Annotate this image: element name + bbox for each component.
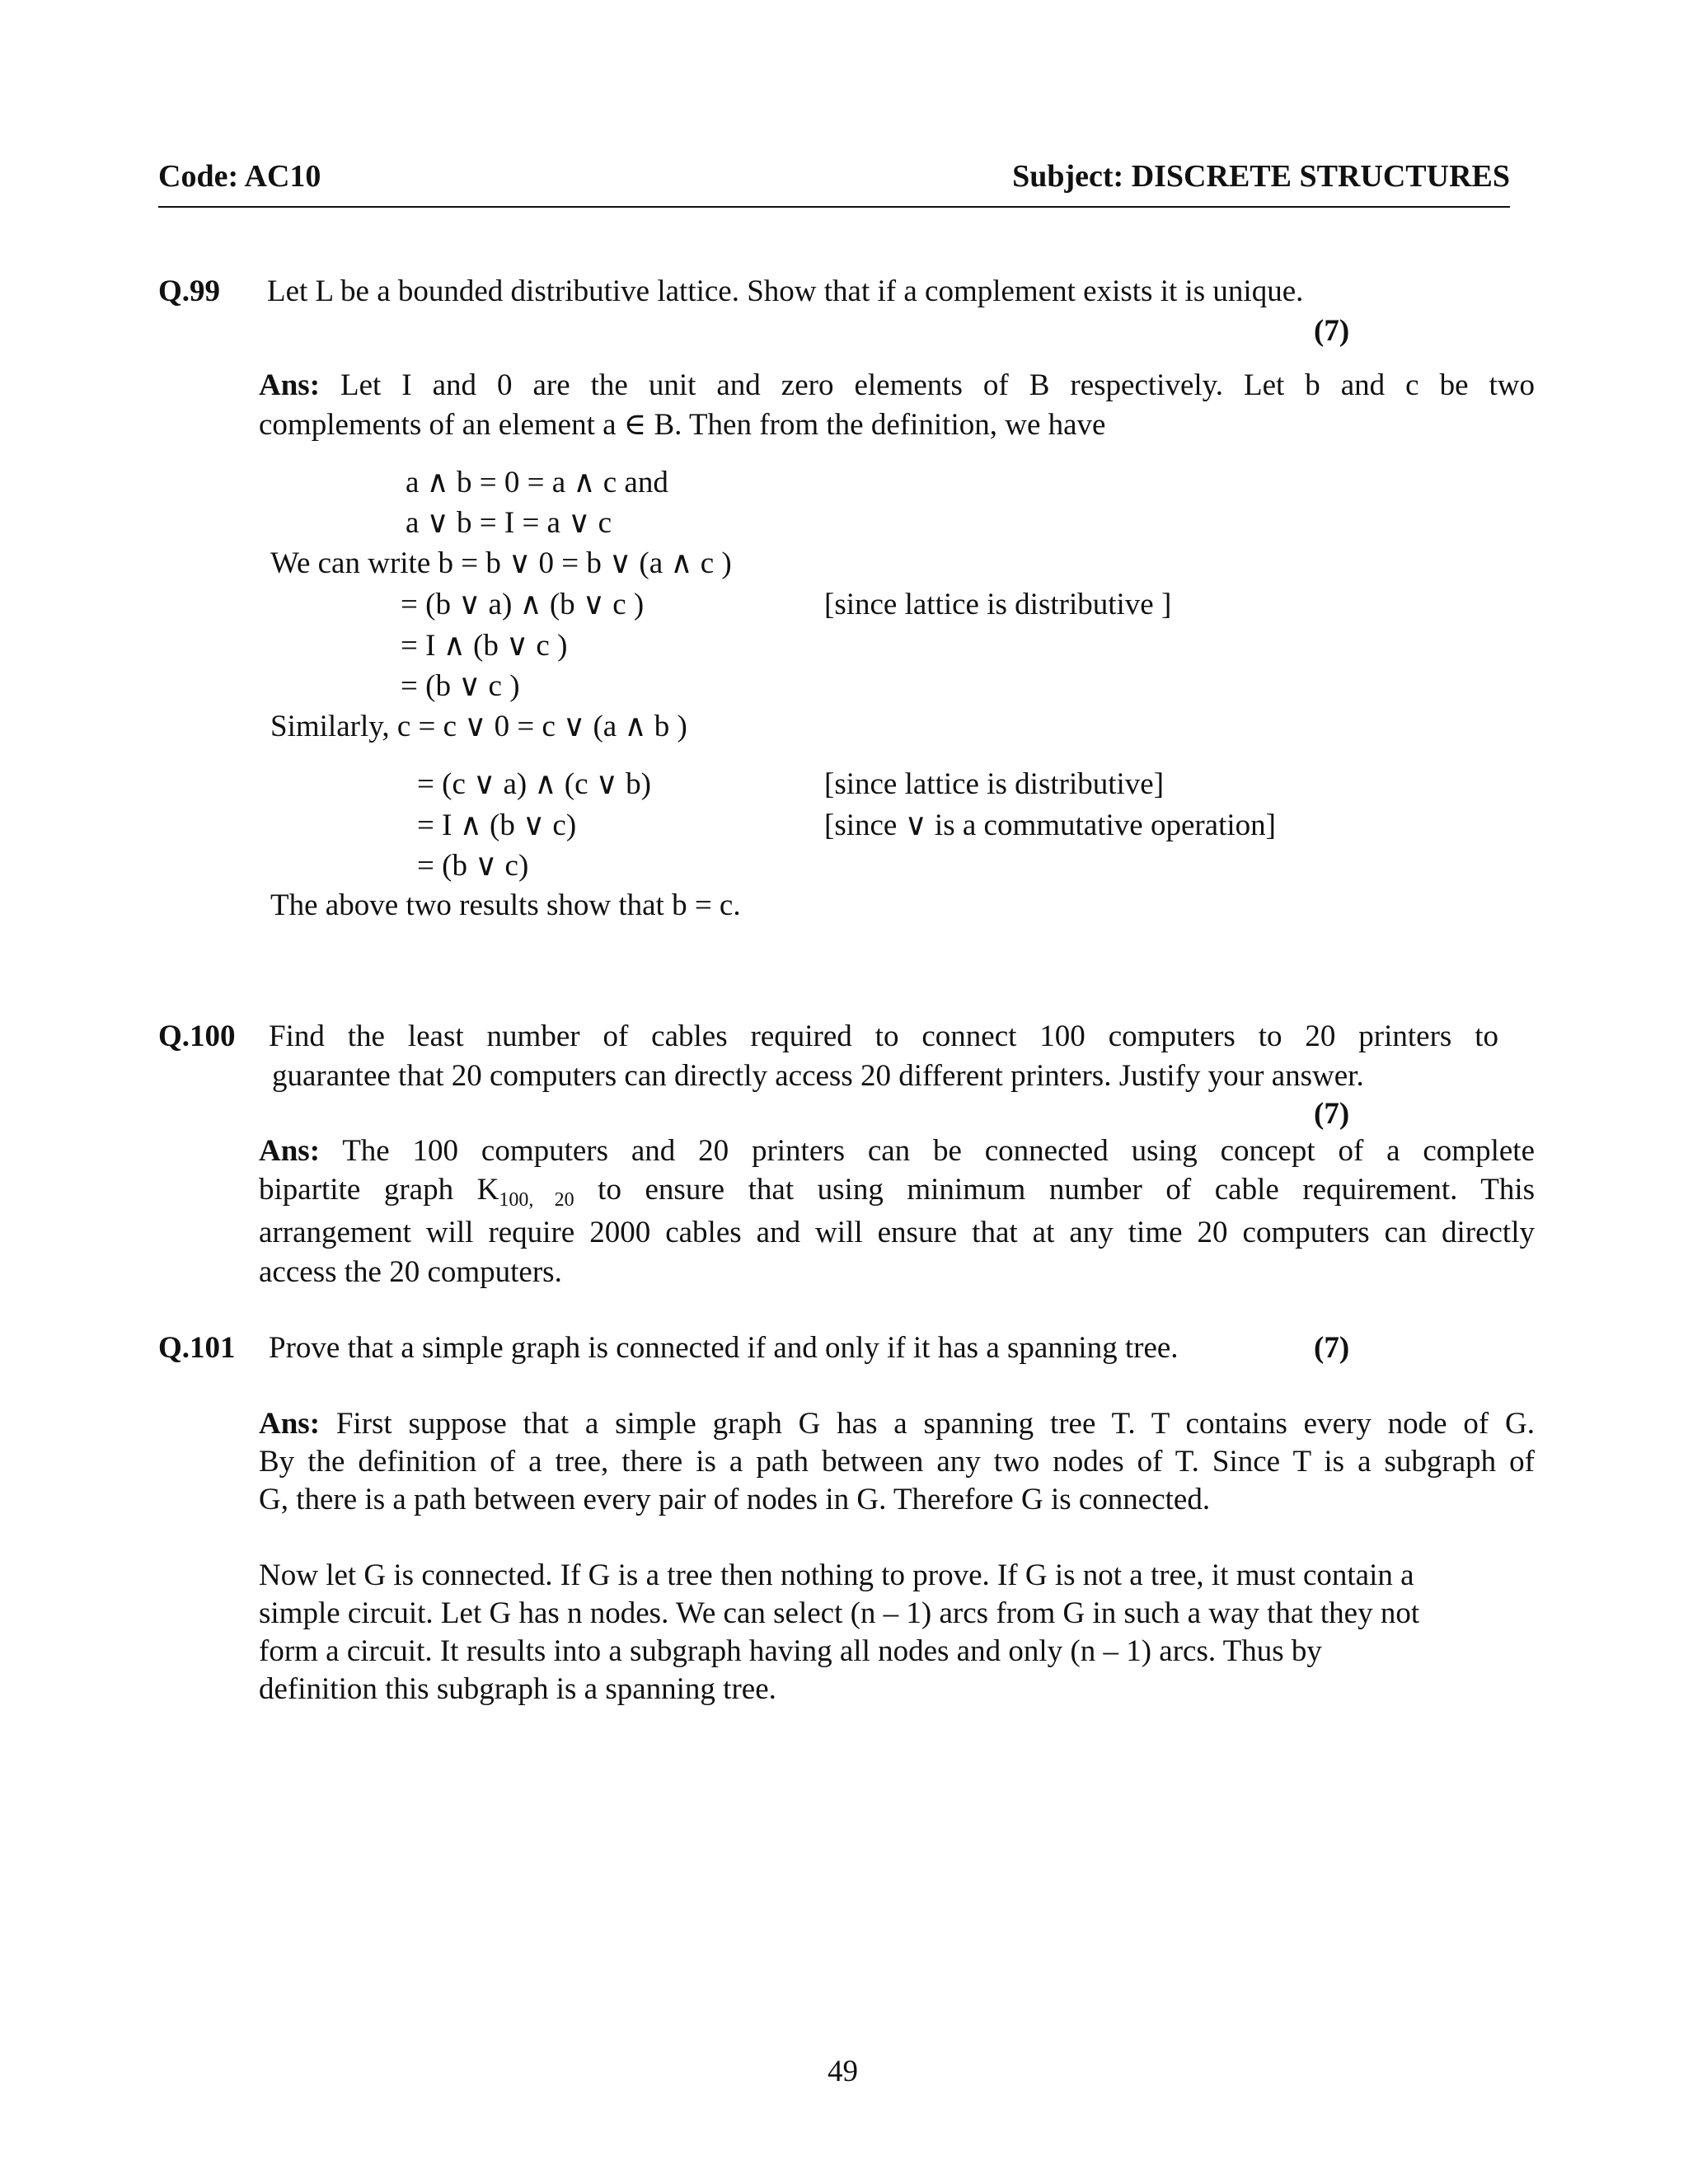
q101-p1-line3: G, there is a path between every pair of nodes in G. Therefore G is connected. (259, 1483, 1211, 1516)
q100-question-line1: Find the least number of cables required to connect 100 computers to 20 printers to (269, 1019, 1498, 1053)
q99-eq8-note: [since lattice is distributive] (824, 767, 1165, 801)
q100-marks: (7) (1314, 1097, 1350, 1131)
q99-eq8: = (c ∨ a) ∧ (c ∨ b) (417, 767, 651, 801)
q101-marks: (7) (1314, 1331, 1350, 1365)
q101-p2-line2: simple circuit. Let G has n nodes. We can select (n – 1) arcs from G in such a way that they not (259, 1596, 1420, 1630)
q101-p2-line4: definition this subgraph is a spanning tree. (259, 1672, 776, 1706)
q99-eq7: Similarly, c = c ∨ 0 = c ∨ (a ∧ b ) (270, 710, 687, 743)
q99-eq5: = I ∧ (b ∨ c ) (401, 629, 568, 663)
q100-ans-label: Ans: (259, 1134, 321, 1168)
q99-ans-label: Ans: (259, 368, 321, 402)
q101-p1-line1: Ans: First suppose that a simple graph G has a spanning tree T. T contains every node of G. (259, 1407, 1535, 1441)
q99-eq9: = I ∧ (b ∨ c) (417, 808, 577, 842)
q99-eq2: a ∨ b = I = a ∨ c (406, 506, 612, 540)
q100-answer-line4: access the 20 computers. (259, 1255, 562, 1289)
q99-number: Q.99 (158, 274, 221, 308)
q99-eq4: = (b ∨ a) ∧ (b ∨ c ) (401, 588, 645, 621)
q99-eq10: = (b ∨ c) (417, 849, 529, 883)
q99-eq9-note: [since ∨ is a commutative operation] (824, 808, 1276, 842)
q99-eq3: We can write b = b ∨ 0 = b ∨ (a ∧ c ) (270, 546, 732, 580)
q101-p1-line2: By the definition of a tree, there is a path between any two nodes of T. Since T is a subgraph of (259, 1445, 1535, 1479)
q100-number: Q.100 (158, 1019, 236, 1053)
q100-answer-line1: Ans: The 100 computers and 20 printers can be connected using concept of a complete (259, 1134, 1535, 1168)
q101-ans-label: Ans: (259, 1407, 321, 1441)
header-subject: Subject: DISCRETE STRUCTURES (1012, 159, 1510, 194)
q100-question-line2: guarantee that 20 computers can directly access 20 different printers. Justify your answer. (272, 1059, 1364, 1093)
q99-answer-line2: complements of an element a ∈ B. Then from the definition, we have (259, 408, 1106, 442)
q101-question: Prove that a simple graph is connected if and only if it has a spanning tree. (269, 1331, 1179, 1365)
q99-eq1: a ∧ b = 0 = a ∧ c and (406, 466, 668, 499)
q99-answer-line1: Ans: Let I and 0 are the unit and zero elements of B respectively. Let b and c be two (259, 368, 1535, 402)
q99-marks: (7) (1314, 314, 1350, 348)
q100-subscript: 100, 20 (499, 1189, 574, 1211)
q99-question: Let L be a bounded distributive lattice. Show that if a complement exists it is unique. (267, 274, 1304, 308)
q100-answer-line2: bipartite graph $K_{100, 20}$ to ensure that using minimum number of cable requirement. This (259, 1173, 1536, 1211)
q100-answer-line3: arrangement will require 2000 cables and will ensure that at any time 20 computers can directly (259, 1216, 1535, 1249)
q101-p2-line3: form a circuit. It results into a subgraph having all nodes and only (n – 1) arcs. Thus by (259, 1634, 1322, 1668)
page-number: 49 (828, 2055, 858, 2088)
header-divider (158, 206, 1510, 208)
q101-number: Q.101 (158, 1331, 236, 1365)
q99-eq6: = (b ∨ c ) (401, 669, 520, 703)
header-code: Code: AC10 (158, 159, 321, 194)
q99-eq4-note: [since lattice is distributive ] (824, 588, 1172, 621)
q101-p2-line1: Now let G is connected. If G is a tree then nothing to prove. If G is not a tree, it must contain a (259, 1558, 1414, 1592)
q99-conclusion: The above two results show that b = c. (270, 888, 741, 922)
